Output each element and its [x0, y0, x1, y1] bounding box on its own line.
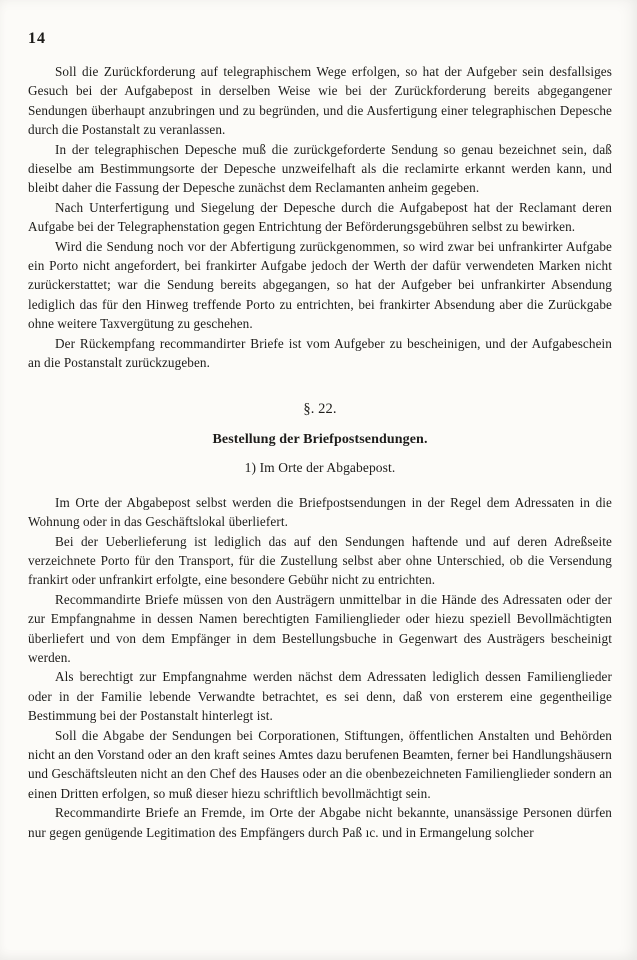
- page-body-text: [28, 62, 612, 842]
- paragraph: In der telegraphischen Depesche muß die zurückgeforderte Sendung so genau bezeichnet sein, daß dieselbe am Bestimmungsorte der Depesche unzweifelhaft als die reclamirte erkannt werden kann, und bleibt daher die Fassung der Depesche zunächst dem Reclamanten anheim gegeben.: [28, 141, 612, 196]
- section-subtitle: 1) Im Orte der Abgabepost.: [244, 460, 396, 476]
- paragraph: Recommandirte Briefe müssen von den Austrägern unmittelbar in die Hände des Adressaten oder der zur Empfangnahme in dessen Namen berechtigten Familienglieder oder hiezu speziell Bevollmächtigten überliefert und von dem Empfänger in dem Bestellungsbuche in Gegenwart des Austrägers bescheinigt werden.: [28, 591, 612, 665]
- paragraph: Als berechtigt zur Empfangnahme werden nächst dem Adressaten lediglich dessen Familienglieder oder in der Familie lebende Verwandte betrachtet, es sei denn, daß von ersterem eine gegentheilige Bestimmung bei der Postanstalt hinterlegt ist.: [28, 669, 612, 724]
- paragraph: Nach Unterfertigung und Siegelung der Depesche durch die Aufgabepost hat der Reclamant deren Aufgabe bei der Telegraphenstation gegen Entrichtung der Beförderungsgebühren selbst zu bewirken.: [28, 199, 612, 235]
- page-number: 14: [28, 30, 46, 47]
- paragraph: Im Orte der Abgabepost selbst werden die Briefpostsendungen in der Regel dem Adressaten in die Wohnung oder in das Geschäftslokal überliefert.: [28, 494, 612, 530]
- paragraph: Recommandirte Briefe an Fremde, im Orte der Abgabe nicht bekannte, unansässige Personen dürfen nur gegen genügende Legitimation des Empfängers durch Paß ıc. und in Ermangelung solcher: [28, 805, 612, 840]
- paragraph: Wird die Sendung noch vor der Abfertigung zurückgenommen, so wird zwar bei unfrankirter Aufgabe ein Porto nicht angefordert, bei frankirter Aufgabe jedoch der Werth der dafür verwendeten Marken nicht zurückerstattet; war die Sendung bereits abgegangen, so hat der Aufgeber bei unfrankirter Absendung lediglich das für den Hinweg treffende Porto zu entrichten, bei frankirter Absendung aber die Zurückgabe ohne weitere Taxvergütung zu geschehen.: [28, 238, 612, 332]
- paragraph: Der Rückempfang recommandirter Briefe ist vom Aufgeber zu bescheinigen, und der Aufgabeschein an die Postanstalt zurückzugeben.: [28, 335, 612, 371]
- paragraph: Bei der Ueberlieferung ist lediglich das auf den Sendungen haftende und auf deren Adreßseite verzeichnete Porto für den Transport, für die Zustellung selbst aber ohne Unterschied, ob die Versendung frankirt oder unfrankirt erfolgte, eine besondere Gebühr nicht zu entrichten.: [28, 533, 612, 588]
- paragraph: Soll die Abgabe der Sendungen bei Corporationen, Stiftungen, öffentlichen Anstalten und Behörden nicht an den Vorstand oder an den kraft seines Amtes dazu berufenen Beamten, ferner bei Handlungshäusern und Geschäftsleuten nicht an den Chef des Hauses oder an die obenbezeichneten Familienglieder sondern an einen Dritten erfolgen, so muß dieser hiezu schriftlich bevollmächtigt sein.: [28, 727, 612, 801]
- section-number: §. 22.: [303, 400, 337, 417]
- section-title: Bestellung der Briefpostsendungen.: [212, 431, 428, 447]
- paragraph: Soll die Zurückforderung auf telegraphischem Wege erfolgen, so hat der Aufgeber sein desfallsiges Gesuch bei der Aufgabepost in derselben Weise wie bei der Zurückforderung bereits abgegangener Sendungen überhaupt anzubringen und zu begründen, und die Ausfertigung einer telegraphischen Depesche durch die Postanstalt zu veranlassen.: [28, 64, 612, 138]
- section-heading-block: [28, 400, 612, 478]
